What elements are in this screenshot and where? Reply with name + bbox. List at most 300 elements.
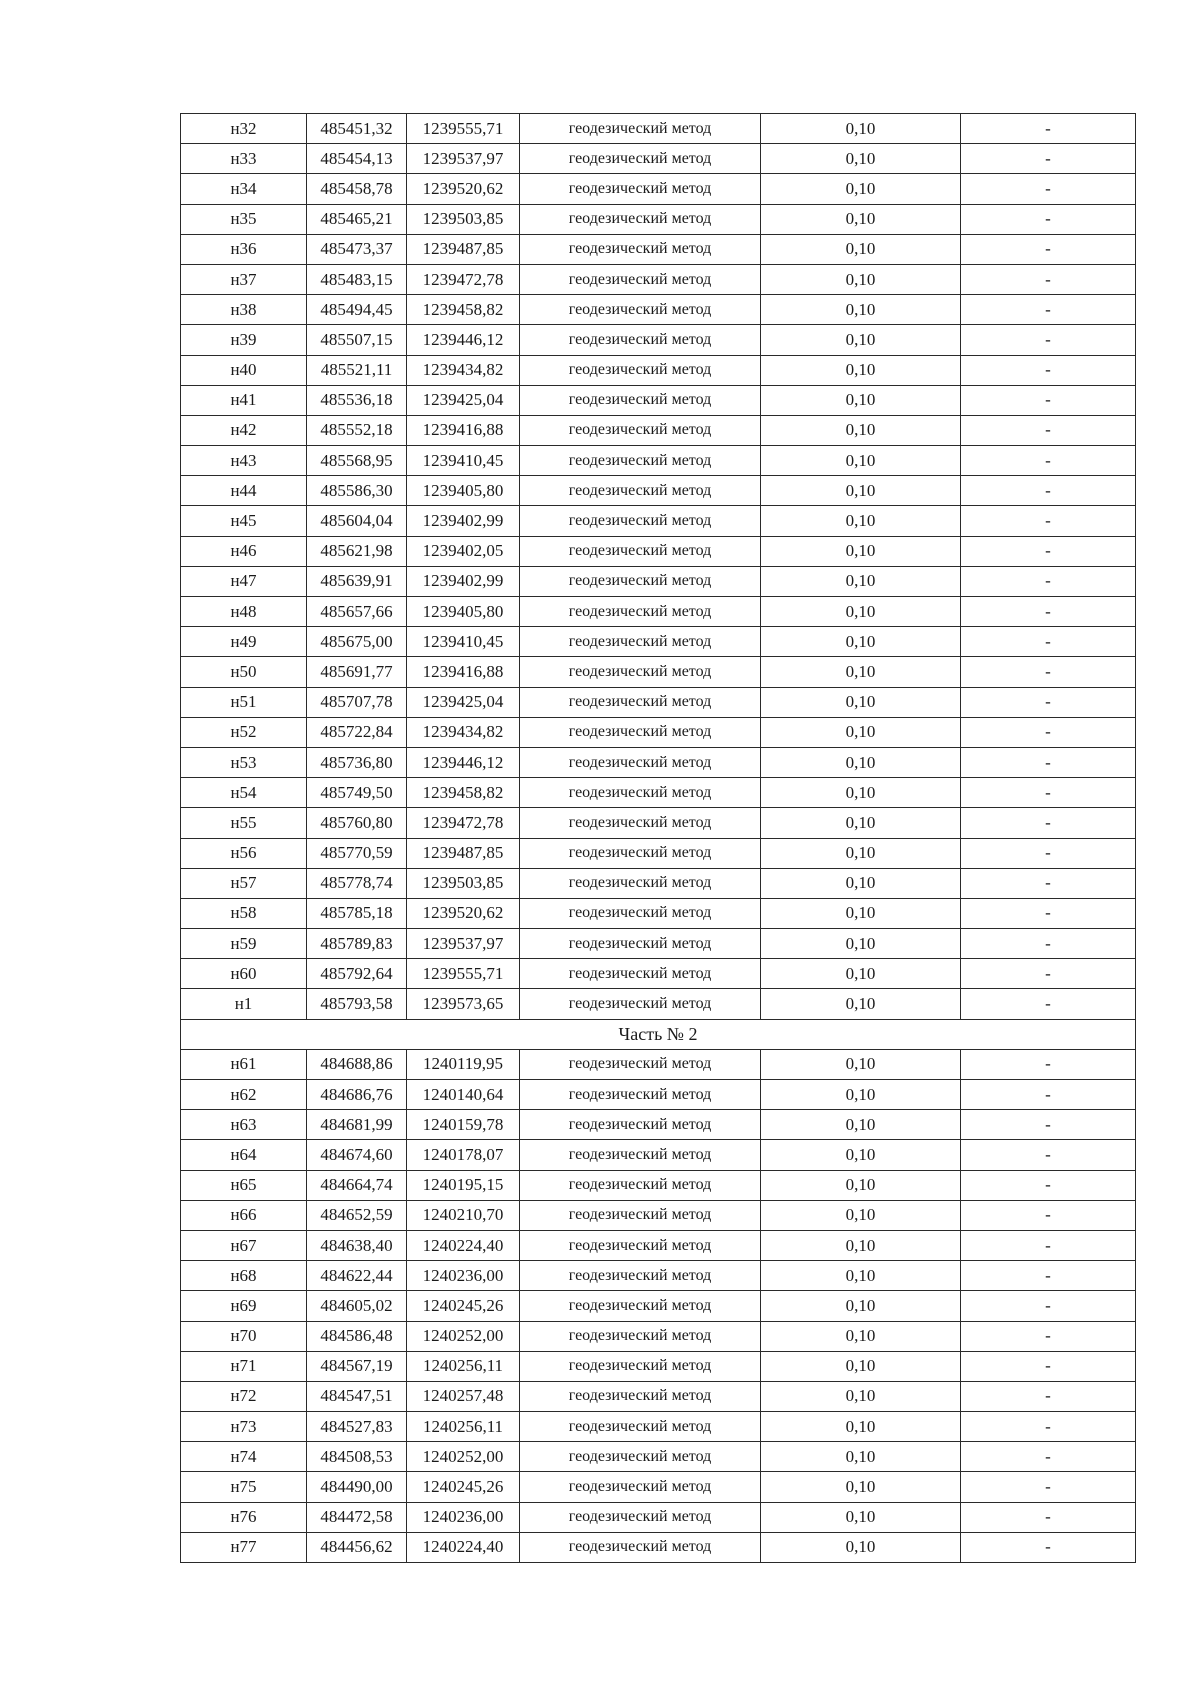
- x-coordinate-cell: 485657,66: [307, 597, 407, 627]
- accuracy-cell: 0,10: [761, 1472, 961, 1502]
- x-coordinate-cell: 484586,48: [307, 1321, 407, 1351]
- point-name-cell: н39: [181, 325, 307, 355]
- y-coordinate-cell: 1240257,48: [407, 1381, 520, 1411]
- accuracy-cell: 0,10: [761, 838, 961, 868]
- y-coordinate-cell: 1240140,64: [407, 1080, 520, 1110]
- y-coordinate-cell: 1240195,15: [407, 1170, 520, 1200]
- point-name-cell: н73: [181, 1412, 307, 1442]
- x-coordinate-cell: 484664,74: [307, 1170, 407, 1200]
- method-cell: геодезический метод: [520, 1049, 761, 1079]
- dash-cell: -: [961, 174, 1136, 204]
- table-row: [181, 959, 1136, 989]
- point-name-cell: н32: [181, 114, 307, 144]
- y-coordinate-cell: 1239402,05: [407, 536, 520, 566]
- point-name-cell: н46: [181, 536, 307, 566]
- y-coordinate-cell: 1240256,11: [407, 1351, 520, 1381]
- point-name-cell: н74: [181, 1442, 307, 1472]
- y-coordinate-cell: 1239520,62: [407, 898, 520, 928]
- y-coordinate-cell: 1239434,82: [407, 355, 520, 385]
- method-cell: геодезический метод: [520, 1200, 761, 1230]
- method-cell: геодезический метод: [520, 687, 761, 717]
- x-coordinate-cell: 485483,15: [307, 264, 407, 294]
- method-cell: геодезический метод: [520, 597, 761, 627]
- x-coordinate-cell: 485586,30: [307, 476, 407, 506]
- method-cell: геодезический метод: [520, 1321, 761, 1351]
- dash-cell: -: [961, 114, 1136, 144]
- dash-cell: -: [961, 808, 1136, 838]
- dash-cell: -: [961, 1532, 1136, 1562]
- table-body-part-2: [181, 1049, 1136, 1562]
- point-name-cell: н57: [181, 868, 307, 898]
- dash-cell: -: [961, 1230, 1136, 1260]
- x-coordinate-cell: 484605,02: [307, 1291, 407, 1321]
- method-cell: геодезический метод: [520, 1170, 761, 1200]
- accuracy-cell: 0,10: [761, 174, 961, 204]
- point-name-cell: н59: [181, 929, 307, 959]
- dash-cell: -: [961, 1321, 1136, 1351]
- method-cell: геодезический метод: [520, 1532, 761, 1562]
- dash-cell: -: [961, 717, 1136, 747]
- x-coordinate-cell: 485458,78: [307, 174, 407, 204]
- y-coordinate-cell: 1240245,26: [407, 1291, 520, 1321]
- y-coordinate-cell: 1239405,80: [407, 476, 520, 506]
- y-coordinate-cell: 1239405,80: [407, 597, 520, 627]
- x-coordinate-cell: 485465,21: [307, 204, 407, 234]
- accuracy-cell: 0,10: [761, 687, 961, 717]
- method-cell: геодезический метод: [520, 1080, 761, 1110]
- accuracy-cell: 0,10: [761, 566, 961, 596]
- x-coordinate-cell: 484652,59: [307, 1200, 407, 1230]
- dash-cell: -: [961, 929, 1136, 959]
- method-cell: геодезический метод: [520, 415, 761, 445]
- x-coordinate-cell: 485451,32: [307, 114, 407, 144]
- method-cell: геодезический метод: [520, 717, 761, 747]
- table-row: [181, 506, 1136, 536]
- point-name-cell: н54: [181, 778, 307, 808]
- point-name-cell: н53: [181, 747, 307, 777]
- method-cell: геодезический метод: [520, 476, 761, 506]
- method-cell: геодезический метод: [520, 295, 761, 325]
- point-name-cell: н60: [181, 959, 307, 989]
- y-coordinate-cell: 1239410,45: [407, 627, 520, 657]
- y-coordinate-cell: 1239487,85: [407, 838, 520, 868]
- table-row: [181, 1532, 1136, 1562]
- point-name-cell: н43: [181, 446, 307, 476]
- table-row: [181, 1502, 1136, 1532]
- y-coordinate-cell: 1239410,45: [407, 446, 520, 476]
- accuracy-cell: 0,10: [761, 325, 961, 355]
- table-row: [181, 1472, 1136, 1502]
- table-row: [181, 1321, 1136, 1351]
- point-name-cell: н1: [181, 989, 307, 1019]
- method-cell: геодезический метод: [520, 657, 761, 687]
- x-coordinate-cell: 485639,91: [307, 566, 407, 596]
- dash-cell: -: [961, 778, 1136, 808]
- accuracy-cell: 0,10: [761, 1351, 961, 1381]
- x-coordinate-cell: 484688,86: [307, 1049, 407, 1079]
- accuracy-cell: 0,10: [761, 627, 961, 657]
- accuracy-cell: 0,10: [761, 868, 961, 898]
- y-coordinate-cell: 1239402,99: [407, 566, 520, 596]
- table-row: [181, 627, 1136, 657]
- dash-cell: -: [961, 1261, 1136, 1291]
- y-coordinate-cell: 1240236,00: [407, 1261, 520, 1291]
- table-row: [181, 868, 1136, 898]
- x-coordinate-cell: 485691,77: [307, 657, 407, 687]
- table-row: [181, 898, 1136, 928]
- accuracy-cell: 0,10: [761, 385, 961, 415]
- accuracy-cell: 0,10: [761, 597, 961, 627]
- accuracy-cell: 0,10: [761, 204, 961, 234]
- y-coordinate-cell: 1239446,12: [407, 325, 520, 355]
- point-name-cell: н34: [181, 174, 307, 204]
- x-coordinate-cell: 485736,80: [307, 747, 407, 777]
- y-coordinate-cell: 1240224,40: [407, 1230, 520, 1260]
- table-row: [181, 234, 1136, 264]
- accuracy-cell: 0,10: [761, 959, 961, 989]
- x-coordinate-cell: 485789,83: [307, 929, 407, 959]
- point-name-cell: н41: [181, 385, 307, 415]
- dash-cell: -: [961, 234, 1136, 264]
- accuracy-cell: 0,10: [761, 1502, 961, 1532]
- point-name-cell: н70: [181, 1321, 307, 1351]
- y-coordinate-cell: 1239537,97: [407, 929, 520, 959]
- table-row: [181, 1261, 1136, 1291]
- x-coordinate-cell: 485749,50: [307, 778, 407, 808]
- method-cell: геодезический метод: [520, 355, 761, 385]
- method-cell: геодезический метод: [520, 1412, 761, 1442]
- x-coordinate-cell: 484567,19: [307, 1351, 407, 1381]
- accuracy-cell: 0,10: [761, 536, 961, 566]
- x-coordinate-cell: 484490,00: [307, 1472, 407, 1502]
- y-coordinate-cell: 1239555,71: [407, 114, 520, 144]
- y-coordinate-cell: 1240236,00: [407, 1502, 520, 1532]
- accuracy-cell: 0,10: [761, 989, 961, 1019]
- accuracy-cell: 0,10: [761, 506, 961, 536]
- point-name-cell: н63: [181, 1110, 307, 1140]
- method-cell: геодезический метод: [520, 929, 761, 959]
- table-row: [181, 717, 1136, 747]
- y-coordinate-cell: 1239503,85: [407, 204, 520, 234]
- x-coordinate-cell: 484527,83: [307, 1412, 407, 1442]
- point-name-cell: н56: [181, 838, 307, 868]
- x-coordinate-cell: 485675,00: [307, 627, 407, 657]
- dash-cell: -: [961, 204, 1136, 234]
- y-coordinate-cell: 1239446,12: [407, 747, 520, 777]
- table-row: [181, 657, 1136, 687]
- point-name-cell: н61: [181, 1049, 307, 1079]
- table-row: [181, 204, 1136, 234]
- accuracy-cell: 0,10: [761, 415, 961, 445]
- table-row: [181, 174, 1136, 204]
- method-cell: геодезический метод: [520, 385, 761, 415]
- method-cell: геодезический метод: [520, 989, 761, 1019]
- accuracy-cell: 0,10: [761, 1080, 961, 1110]
- table-row: [181, 1412, 1136, 1442]
- method-cell: геодезический метод: [520, 778, 761, 808]
- point-name-cell: н55: [181, 808, 307, 838]
- x-coordinate-cell: 484472,58: [307, 1502, 407, 1532]
- table-row: [181, 1200, 1136, 1230]
- point-name-cell: н38: [181, 295, 307, 325]
- y-coordinate-cell: 1240159,78: [407, 1110, 520, 1140]
- table-row: [181, 476, 1136, 506]
- table-row: [181, 1049, 1136, 1079]
- x-coordinate-cell: 485793,58: [307, 989, 407, 1019]
- y-coordinate-cell: 1240178,07: [407, 1140, 520, 1170]
- point-name-cell: н50: [181, 657, 307, 687]
- method-cell: геодезический метод: [520, 506, 761, 536]
- x-coordinate-cell: 485507,15: [307, 325, 407, 355]
- x-coordinate-cell: 485536,18: [307, 385, 407, 415]
- accuracy-cell: 0,10: [761, 1291, 961, 1321]
- y-coordinate-cell: 1239487,85: [407, 234, 520, 264]
- method-cell: геодезический метод: [520, 144, 761, 174]
- x-coordinate-cell: 485552,18: [307, 415, 407, 445]
- x-coordinate-cell: 485785,18: [307, 898, 407, 928]
- accuracy-cell: 0,10: [761, 1412, 961, 1442]
- accuracy-cell: 0,10: [761, 1321, 961, 1351]
- x-coordinate-cell: 485707,78: [307, 687, 407, 717]
- method-cell: геодезический метод: [520, 174, 761, 204]
- dash-cell: -: [961, 838, 1136, 868]
- x-coordinate-cell: 485454,13: [307, 144, 407, 174]
- table-row: [181, 838, 1136, 868]
- table-row: [181, 989, 1136, 1019]
- dash-cell: -: [961, 1080, 1136, 1110]
- y-coordinate-cell: 1239425,04: [407, 687, 520, 717]
- table-row: [181, 355, 1136, 385]
- dash-cell: -: [961, 144, 1136, 174]
- x-coordinate-cell: 485778,74: [307, 868, 407, 898]
- part-2-heading: Часть № 2: [181, 1019, 1136, 1049]
- dash-cell: -: [961, 1200, 1136, 1230]
- point-name-cell: н76: [181, 1502, 307, 1532]
- y-coordinate-cell: 1239555,71: [407, 959, 520, 989]
- dash-cell: -: [961, 536, 1136, 566]
- method-cell: геодезический метод: [520, 1140, 761, 1170]
- y-coordinate-cell: 1240252,00: [407, 1442, 520, 1472]
- point-name-cell: н40: [181, 355, 307, 385]
- point-name-cell: н47: [181, 566, 307, 596]
- table-row: [181, 295, 1136, 325]
- point-name-cell: н49: [181, 627, 307, 657]
- method-cell: геодезический метод: [520, 838, 761, 868]
- point-name-cell: н75: [181, 1472, 307, 1502]
- dash-cell: -: [961, 295, 1136, 325]
- coordinates-table: [180, 113, 1136, 1563]
- x-coordinate-cell: 485760,80: [307, 808, 407, 838]
- y-coordinate-cell: 1239472,78: [407, 808, 520, 838]
- method-cell: геодезический метод: [520, 536, 761, 566]
- accuracy-cell: 0,10: [761, 1140, 961, 1170]
- table-row: [181, 1140, 1136, 1170]
- y-coordinate-cell: 1240252,00: [407, 1321, 520, 1351]
- dash-cell: -: [961, 566, 1136, 596]
- dash-cell: -: [961, 868, 1136, 898]
- dash-cell: -: [961, 1442, 1136, 1472]
- method-cell: геодезический метод: [520, 1291, 761, 1321]
- x-coordinate-cell: 485621,98: [307, 536, 407, 566]
- accuracy-cell: 0,10: [761, 1381, 961, 1411]
- x-coordinate-cell: 484638,40: [307, 1230, 407, 1260]
- part-heading-row: [181, 1019, 1136, 1049]
- dash-cell: -: [961, 355, 1136, 385]
- table-row: [181, 687, 1136, 717]
- method-cell: геодезический метод: [520, 1472, 761, 1502]
- accuracy-cell: 0,10: [761, 476, 961, 506]
- accuracy-cell: 0,10: [761, 657, 961, 687]
- accuracy-cell: 0,10: [761, 114, 961, 144]
- point-name-cell: н48: [181, 597, 307, 627]
- method-cell: геодезический метод: [520, 566, 761, 596]
- method-cell: геодезический метод: [520, 114, 761, 144]
- accuracy-cell: 0,10: [761, 778, 961, 808]
- method-cell: геодезический метод: [520, 1230, 761, 1260]
- point-name-cell: н77: [181, 1532, 307, 1562]
- dash-cell: -: [961, 385, 1136, 415]
- point-name-cell: н68: [181, 1261, 307, 1291]
- dash-cell: -: [961, 476, 1136, 506]
- table-row: [181, 778, 1136, 808]
- dash-cell: -: [961, 1291, 1136, 1321]
- method-cell: геодезический метод: [520, 1502, 761, 1532]
- accuracy-cell: 0,10: [761, 1532, 961, 1562]
- y-coordinate-cell: 1240119,95: [407, 1049, 520, 1079]
- dash-cell: -: [961, 1140, 1136, 1170]
- table-row: [181, 1291, 1136, 1321]
- x-coordinate-cell: 485494,45: [307, 295, 407, 325]
- point-name-cell: н51: [181, 687, 307, 717]
- dash-cell: -: [961, 264, 1136, 294]
- table-row: [181, 264, 1136, 294]
- table-row: [181, 144, 1136, 174]
- y-coordinate-cell: 1239416,88: [407, 657, 520, 687]
- method-cell: геодезический метод: [520, 446, 761, 476]
- y-coordinate-cell: 1239458,82: [407, 295, 520, 325]
- accuracy-cell: 0,10: [761, 1049, 961, 1079]
- dash-cell: -: [961, 747, 1136, 777]
- table-row: [181, 1351, 1136, 1381]
- point-name-cell: н58: [181, 898, 307, 928]
- point-name-cell: н62: [181, 1080, 307, 1110]
- accuracy-cell: 0,10: [761, 355, 961, 385]
- table-row: [181, 929, 1136, 959]
- dash-cell: -: [961, 1502, 1136, 1532]
- x-coordinate-cell: 484622,44: [307, 1261, 407, 1291]
- accuracy-cell: 0,10: [761, 1261, 961, 1291]
- table-body-part-1: [181, 114, 1136, 1020]
- dash-cell: -: [961, 1110, 1136, 1140]
- y-coordinate-cell: 1240210,70: [407, 1200, 520, 1230]
- table-row: [181, 1080, 1136, 1110]
- x-coordinate-cell: 484547,51: [307, 1381, 407, 1411]
- y-coordinate-cell: 1239425,04: [407, 385, 520, 415]
- accuracy-cell: 0,10: [761, 446, 961, 476]
- y-coordinate-cell: 1240256,11: [407, 1412, 520, 1442]
- x-coordinate-cell: 484456,62: [307, 1532, 407, 1562]
- point-name-cell: н52: [181, 717, 307, 747]
- x-coordinate-cell: 485604,04: [307, 506, 407, 536]
- table-row: [181, 747, 1136, 777]
- accuracy-cell: 0,10: [761, 747, 961, 777]
- dash-cell: -: [961, 597, 1136, 627]
- dash-cell: -: [961, 687, 1136, 717]
- table-row: [181, 1170, 1136, 1200]
- part-2-section: [181, 1019, 1136, 1049]
- table-row: [181, 446, 1136, 476]
- x-coordinate-cell: 485521,11: [307, 355, 407, 385]
- x-coordinate-cell: 484686,76: [307, 1080, 407, 1110]
- method-cell: геодезический метод: [520, 1442, 761, 1472]
- accuracy-cell: 0,10: [761, 898, 961, 928]
- x-coordinate-cell: 485770,59: [307, 838, 407, 868]
- point-name-cell: н33: [181, 144, 307, 174]
- x-coordinate-cell: 485473,37: [307, 234, 407, 264]
- point-name-cell: н71: [181, 1351, 307, 1381]
- point-name-cell: н72: [181, 1381, 307, 1411]
- point-name-cell: н66: [181, 1200, 307, 1230]
- accuracy-cell: 0,10: [761, 717, 961, 747]
- x-coordinate-cell: 484674,60: [307, 1140, 407, 1170]
- dash-cell: -: [961, 415, 1136, 445]
- x-coordinate-cell: 485568,95: [307, 446, 407, 476]
- y-coordinate-cell: 1239573,65: [407, 989, 520, 1019]
- y-coordinate-cell: 1239402,99: [407, 506, 520, 536]
- point-name-cell: н42: [181, 415, 307, 445]
- x-coordinate-cell: 485722,84: [307, 717, 407, 747]
- table-row: [181, 808, 1136, 838]
- y-coordinate-cell: 1239537,97: [407, 144, 520, 174]
- accuracy-cell: 0,10: [761, 295, 961, 325]
- table-row: [181, 597, 1136, 627]
- accuracy-cell: 0,10: [761, 1110, 961, 1140]
- dash-cell: -: [961, 325, 1136, 355]
- dash-cell: -: [961, 1049, 1136, 1079]
- accuracy-cell: 0,10: [761, 808, 961, 838]
- method-cell: геодезический метод: [520, 808, 761, 838]
- dash-cell: -: [961, 989, 1136, 1019]
- x-coordinate-cell: 484508,53: [307, 1442, 407, 1472]
- table-row: [181, 325, 1136, 355]
- table-row: [181, 415, 1136, 445]
- table-row: [181, 1110, 1136, 1140]
- y-coordinate-cell: 1239416,88: [407, 415, 520, 445]
- method-cell: геодезический метод: [520, 959, 761, 989]
- method-cell: геодезический метод: [520, 747, 761, 777]
- dash-cell: -: [961, 627, 1136, 657]
- method-cell: геодезический метод: [520, 264, 761, 294]
- accuracy-cell: 0,10: [761, 1230, 961, 1260]
- method-cell: геодезический метод: [520, 627, 761, 657]
- method-cell: геодезический метод: [520, 1381, 761, 1411]
- point-name-cell: н64: [181, 1140, 307, 1170]
- dash-cell: -: [961, 1381, 1136, 1411]
- table-row: [181, 114, 1136, 144]
- dash-cell: -: [961, 506, 1136, 536]
- table-row: [181, 385, 1136, 415]
- method-cell: геодезический метод: [520, 204, 761, 234]
- x-coordinate-cell: 484681,99: [307, 1110, 407, 1140]
- dash-cell: -: [961, 1351, 1136, 1381]
- method-cell: геодезический метод: [520, 868, 761, 898]
- point-name-cell: н36: [181, 234, 307, 264]
- accuracy-cell: 0,10: [761, 264, 961, 294]
- y-coordinate-cell: 1239503,85: [407, 868, 520, 898]
- method-cell: геодезический метод: [520, 1261, 761, 1291]
- y-coordinate-cell: 1239520,62: [407, 174, 520, 204]
- table-row: [181, 566, 1136, 596]
